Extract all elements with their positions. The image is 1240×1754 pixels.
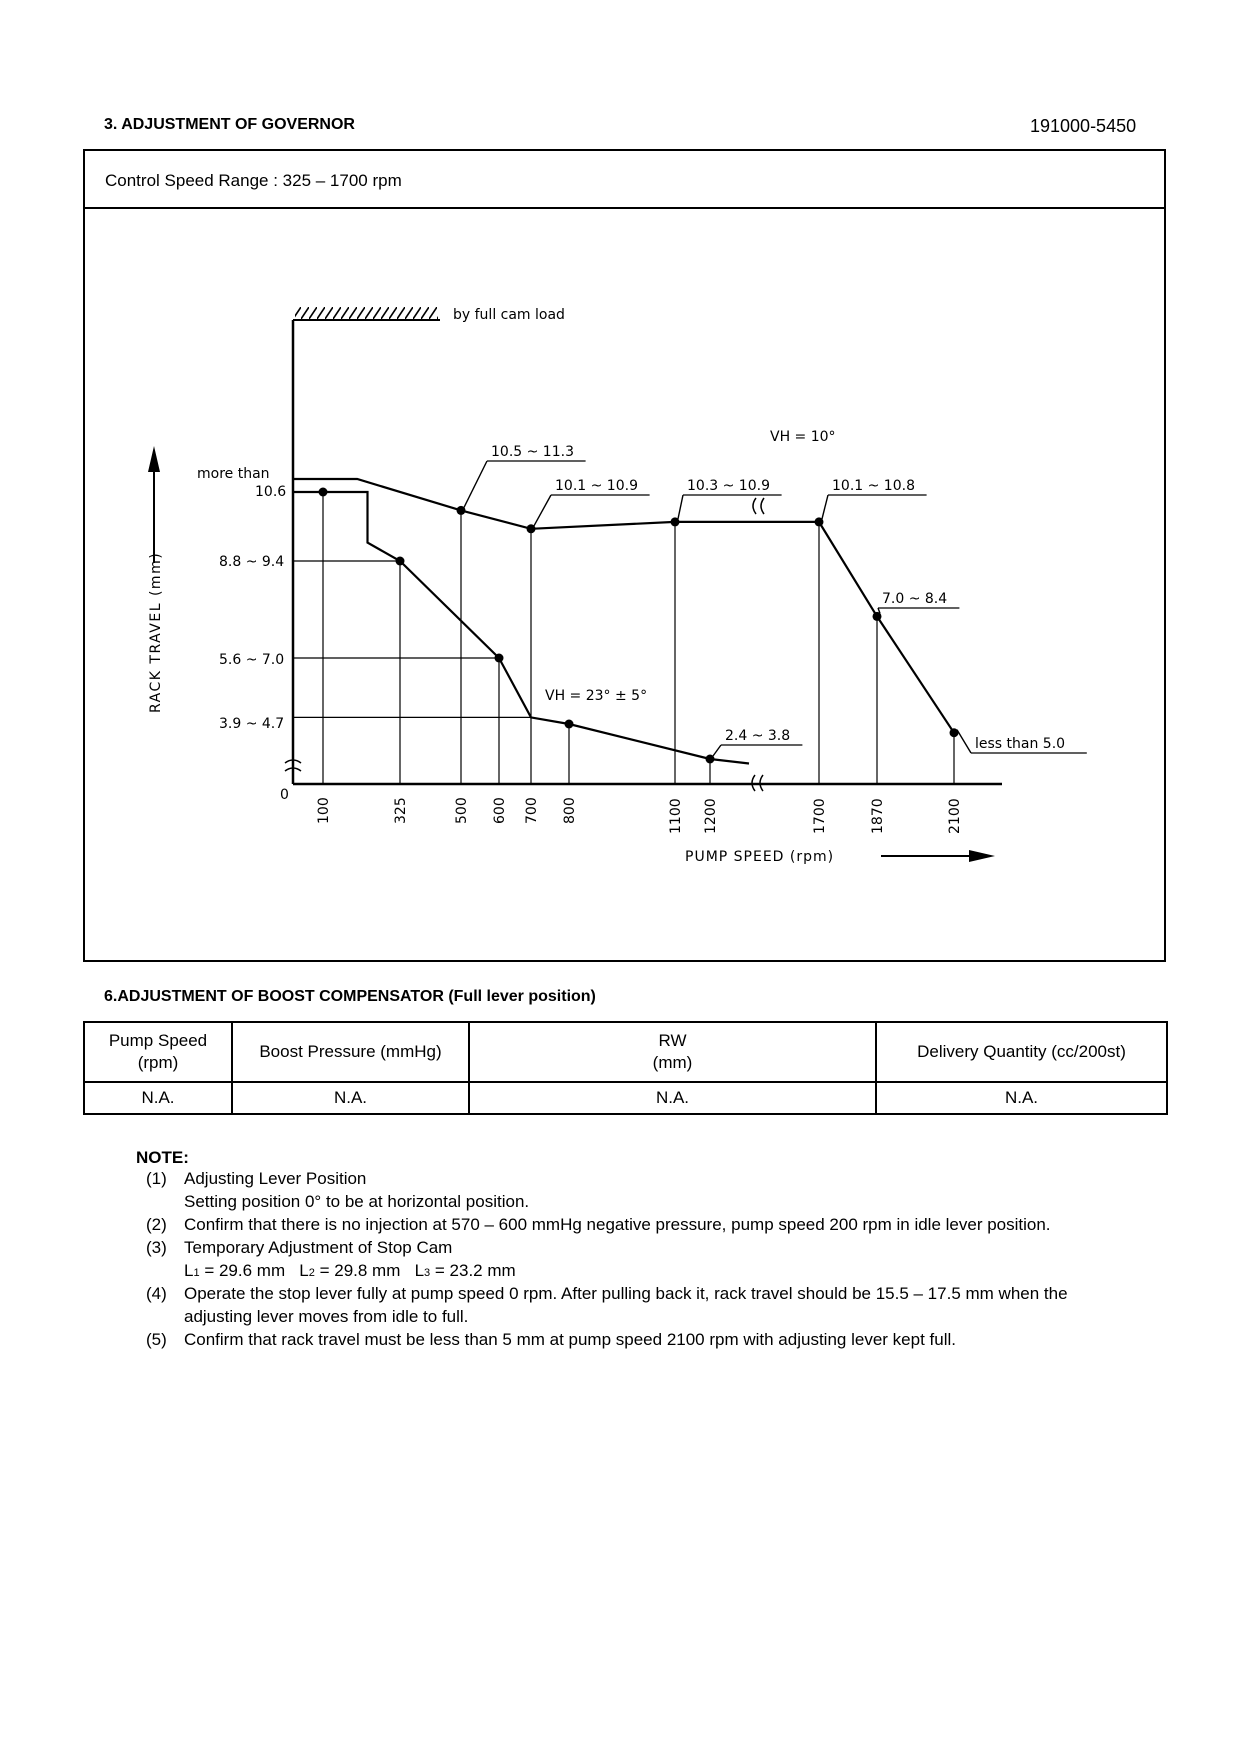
annotation-label: 7.0 ~ 8.4 (882, 591, 948, 607)
annotation-label: 10.3 ~ 10.9 (687, 478, 770, 494)
note-text: Confirm that rack travel must be less than 5 mm at pump speed 2100 rpm with adjusting lever kept full. (184, 1330, 956, 1349)
annotation-label: 10.1 ~ 10.8 (832, 478, 915, 494)
boost-compensator-table (83, 1021, 1168, 1115)
cell-rw: N.A. (469, 1082, 876, 1114)
header-boost-pressure: Boost Pressure (mmHg) (259, 1042, 442, 1061)
data-point (396, 557, 405, 566)
header-delivery-quantity: Delivery Quantity (cc/200st) (917, 1042, 1126, 1061)
annotation-label: 10.1 ~ 10.9 (555, 478, 638, 494)
x-tick-label: 1700 (812, 798, 828, 834)
l1-value: = 29.6 mm (199, 1261, 286, 1280)
annotation-leader (957, 730, 971, 753)
section-title: 6.ADJUSTMENT OF BOOST COMPENSATOR (Full lever position) (104, 988, 596, 1005)
document-number: 191000-5450 (1030, 116, 1137, 136)
y-axis-arrowhead (148, 446, 160, 472)
note-number: (5) (146, 1330, 167, 1349)
col-pump-speed (84, 1022, 232, 1082)
x-tick-label: 2100 (947, 798, 963, 834)
l2-value: = 29.8 mm (314, 1261, 401, 1280)
y-tick-label: 10.6 (255, 484, 287, 500)
col-rw (469, 1022, 876, 1082)
data-point (950, 728, 959, 737)
cell-boost-pressure: N.A. (232, 1082, 469, 1114)
x-axis-break-2 (753, 498, 764, 514)
header-pump-speed: Pump Speed (rpm) (108, 1031, 208, 1072)
l3-value: = 23.2 mm (430, 1261, 516, 1280)
note-text: Adjusting Lever Position (184, 1169, 367, 1188)
x-tick-label: 700 (524, 797, 540, 824)
x-tick-label: 800 (562, 797, 578, 824)
x-tick-label: 100 (316, 797, 332, 824)
y-axis-label: RACK TRAVEL (mm) (148, 551, 164, 713)
y-tick-label: 8.8 ~ 9.4 (219, 554, 285, 570)
table-row (84, 1082, 1167, 1114)
y-tick-label: 3.9 ~ 4.7 (219, 716, 285, 732)
governor-chart (85, 151, 1164, 960)
full-cam-stop-hatch (295, 307, 438, 320)
annotation-label: 10.5 ~ 11.3 (491, 444, 574, 460)
data-point (319, 488, 328, 497)
annotation-leader (822, 495, 828, 519)
x-tick-label: 600 (492, 797, 508, 824)
note-text: adjusting lever moves from idle to full. (184, 1307, 469, 1326)
note-text: Operate the stop lever fully at pump speed 0 rpm. After pulling back it, rack travel should be 15.5 – 17.5 mm when the (184, 1284, 1068, 1303)
data-point (565, 720, 574, 729)
annotation-leader (678, 495, 683, 519)
note-number: (1) (146, 1169, 167, 1188)
series-line-2 (293, 492, 749, 764)
l2-symbol: L (299, 1261, 309, 1280)
x-axis-label: PUMP SPEED (rpm) (685, 849, 835, 865)
y-tick-label: more than (197, 466, 270, 482)
annotation-leader (534, 495, 551, 526)
cell-delivery-quantity: N.A. (876, 1082, 1167, 1114)
table-header-row (84, 1022, 1167, 1082)
x-tick-label: 325 (393, 797, 409, 824)
x-tick-label: 1100 (668, 798, 684, 834)
note-number: (3) (146, 1238, 167, 1257)
y-tick-label: 5.6 ~ 7.0 (219, 652, 285, 668)
annotation-label: less than 5.0 (975, 736, 1066, 752)
annotation-leader (464, 461, 487, 507)
section-title: 3. ADJUSTMENT OF GOVERNOR (104, 116, 355, 133)
data-point (495, 654, 504, 663)
note-text: Temporary Adjustment of Stop Cam (184, 1238, 453, 1257)
governor-panel (83, 149, 1166, 962)
x-tick-label: 1200 (703, 798, 719, 834)
l3-symbol: L (414, 1261, 425, 1280)
x-tick-label: 1870 (870, 798, 886, 834)
annotation-label: 2.4 ~ 3.8 (725, 728, 791, 744)
l1-subscript: 1 (193, 1267, 200, 1279)
x-tick-label: 0 (280, 787, 289, 803)
x-tick-label: 500 (454, 797, 470, 824)
control-speed-range: Control Speed Range : 325 – 1700 rpm (105, 171, 402, 190)
cell-pump-speed: N.A. (84, 1082, 232, 1114)
note-number: (4) (146, 1284, 167, 1303)
l2-subscript: 2 (308, 1267, 315, 1279)
l1-symbol: L (184, 1261, 194, 1280)
annotation-leader (713, 745, 721, 756)
note-title: NOTE: (136, 1148, 189, 1167)
l3-subscript: 3 (424, 1267, 431, 1279)
note-text: Setting position 0° to be at horizontal position. (184, 1192, 530, 1211)
col-delivery-quantity (876, 1022, 1167, 1082)
col-boost-pressure (232, 1022, 469, 1082)
annotation-label: VH = 10° (770, 429, 836, 445)
note-number: (2) (146, 1215, 167, 1234)
full-cam-label: by full cam load (453, 307, 565, 323)
annotation-label: VH = 23° ± 5° (545, 688, 648, 704)
note-text: Confirm that there is no injection at 570 – 600 mmHg negative pressure, pump speed 200 rpm in idle lever position. (184, 1215, 1051, 1234)
header-rw: RW (mm) (652, 1031, 693, 1072)
x-axis-arrowhead (969, 850, 995, 862)
